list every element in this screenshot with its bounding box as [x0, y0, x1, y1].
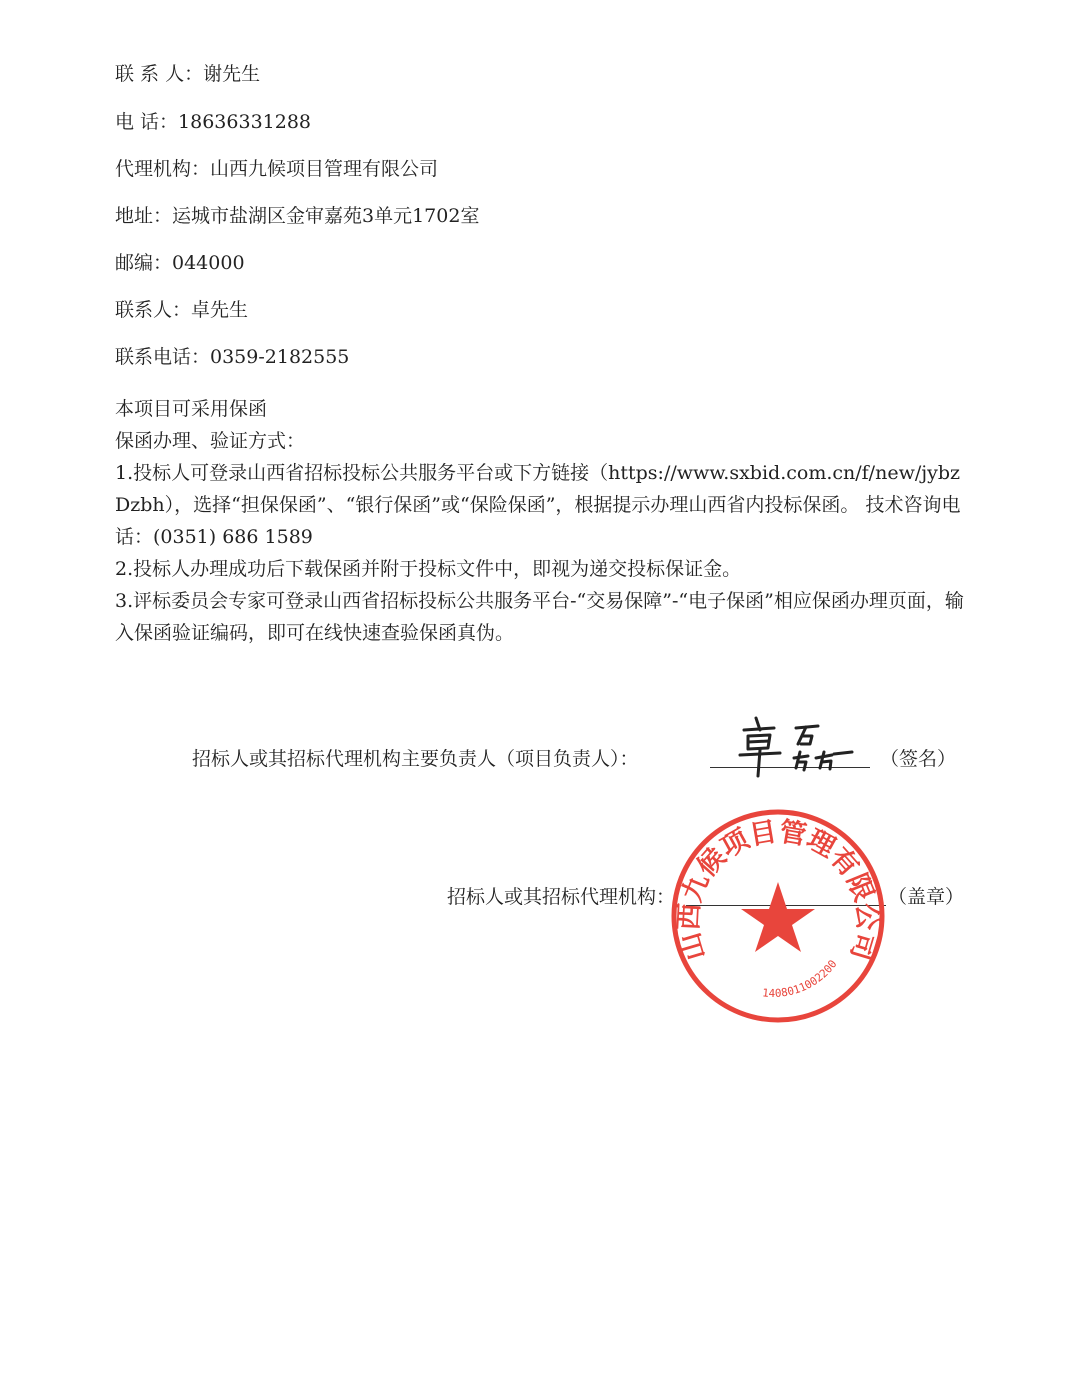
guarantee-item-2: 2.投标人办理成功后下载保函并附于投标文件中，即视为递交投标保证金。	[115, 558, 742, 580]
seal-suffix: （盖章）	[888, 886, 965, 908]
organization-label: 招标人或其招标代理机构：	[447, 886, 676, 908]
seal-star-icon	[741, 882, 815, 952]
contact-person-2: 联系人：卓先生	[115, 299, 249, 321]
contact-person-1: 联 系 人：谢先生	[115, 63, 261, 85]
guarantee-item-1: 1.投标人可登录山西省招标投标公共服务平台或下方链接（https://www.sxbid.com.cn/f/new/jybzDzbh），选择“担保保函”、“银行保函”或“保险保函”，根据提示办理山西省内投标保函。 技术咨询电话：(0351) 686 1589	[115, 462, 961, 548]
agency-name: 代理机构：山西九候项目管理有限公司	[115, 158, 439, 180]
contact-phone-2: 联系电话：0359-2182555	[115, 346, 350, 368]
guarantee-method-title: 保函办理、验证方式：	[115, 430, 306, 452]
sign-suffix: （签名）	[880, 748, 957, 770]
handwritten-signature	[734, 708, 864, 778]
responsible-person-label: 招标人或其招标代理机构主要负责人（项目负责人）：	[192, 748, 639, 770]
agency-postcode: 邮编：044000	[115, 252, 245, 274]
guarantee-intro: 本项目可采用保函	[115, 398, 268, 420]
company-seal	[668, 806, 888, 1026]
seal-text: 山西九候项目管理有限公司	[673, 816, 883, 964]
guarantee-section	[115, 393, 965, 649]
guarantee-item-3: 3.评标委员会专家可登录山西省招标投标公共服务平台-“交易保障”-“电子保函”相应保函办理页面，输入保函验证编码，即可在线快速查验保函真伪。	[115, 590, 964, 644]
seal-number: 1408011002200	[761, 957, 840, 1001]
agency-address: 地址：运城市盐湖区金审嘉苑3单元1702室	[115, 205, 480, 227]
contact-phone-1: 电 话：18636331288	[115, 111, 312, 133]
